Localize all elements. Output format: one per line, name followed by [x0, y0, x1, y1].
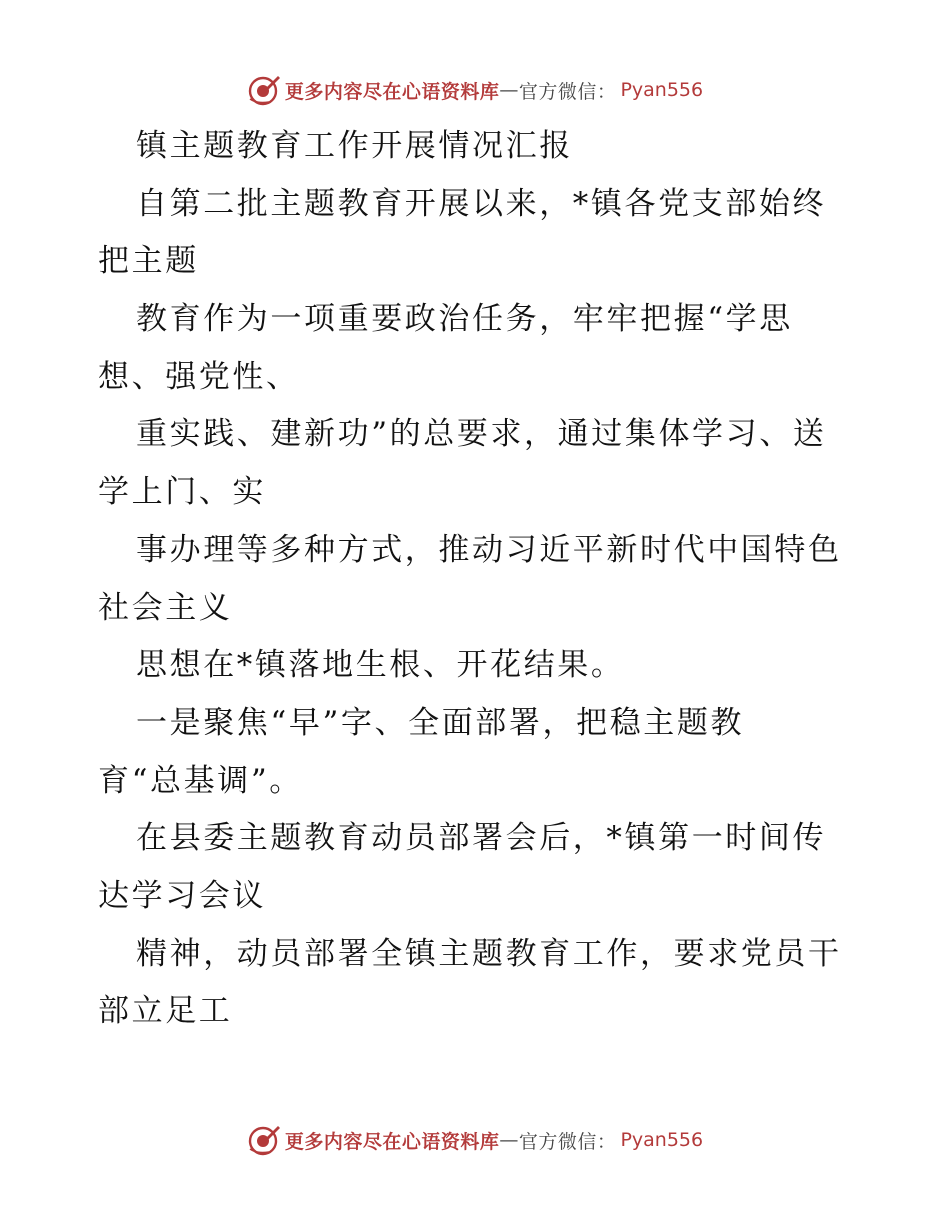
document-line: 教育作为一项重要政治任务，牢牢把握“学思 [136, 301, 793, 338]
document-line: 事办理等多种方式，推动习近平新时代中国特色 [136, 531, 842, 568]
watermark-separator: — [499, 1129, 519, 1151]
pen-logo-icon [247, 1123, 281, 1157]
watermark-id: Pyan556 [620, 79, 704, 101]
watermark-label: 官方微信： [518, 1130, 617, 1153]
watermark-brand: 更多内容尽在心语资料库 [284, 80, 500, 103]
header-watermark [0, 70, 950, 110]
document-line: 精神，动员部署全镇主题教育工作，要求党员干 [136, 935, 842, 972]
document-line: 镇主题教育工作开展情况汇报 [136, 128, 573, 164]
document-line: 育“总基调”。 [98, 762, 303, 799]
watermark-separator: — [499, 79, 519, 101]
document-line: 把主题 [98, 243, 199, 280]
document-line: 想、强党性、 [98, 358, 300, 395]
document-line: 一是聚焦“早”字、全面部署，把稳主题教 [136, 704, 745, 741]
document-line: 达学习会议 [98, 877, 266, 914]
document-line: 社会主义 [98, 589, 233, 626]
watermark-id: Pyan556 [620, 1129, 704, 1151]
watermark-label: 官方微信： [518, 80, 617, 103]
footer-watermark [0, 1120, 950, 1160]
document-line: 自第二批主题教育开展以来，*镇各党支部始终 [136, 185, 827, 222]
watermark-brand: 更多内容尽在心语资料库 [284, 1130, 500, 1153]
document-line: 思想在*镇落地生根、开花结果。 [136, 647, 625, 684]
pen-logo-icon [247, 73, 281, 107]
document-line: 学上门、实 [98, 474, 266, 511]
document-line: 重实践、建新功”的总要求，通过集体学习、送 [136, 416, 827, 453]
document-body [98, 118, 868, 1041]
document-line: 部立足工 [98, 993, 233, 1030]
document-line: 在县委主题教育动员部署会后，*镇第一时间传 [136, 820, 827, 857]
